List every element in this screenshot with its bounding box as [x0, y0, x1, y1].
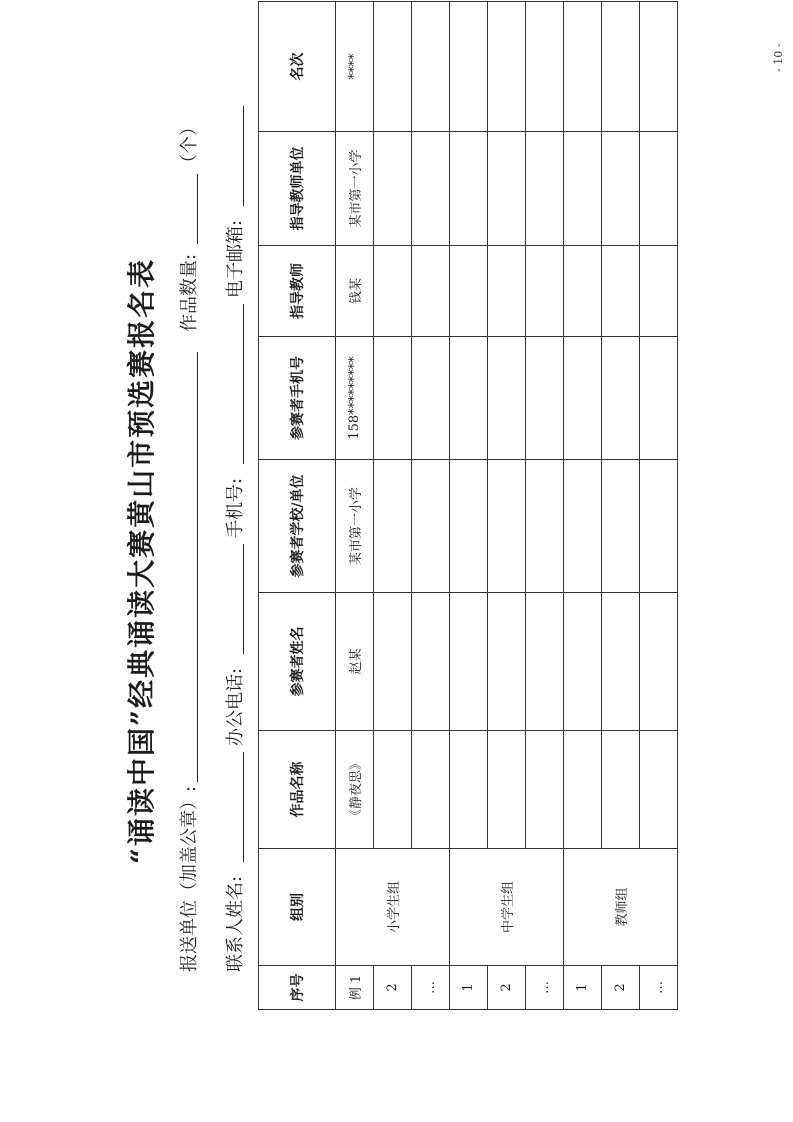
registration-table — [258, 1, 678, 1010]
email-field[interactable] — [243, 106, 244, 206]
group-cell-middle: 中学生组 — [450, 849, 564, 966]
email-label: 电子邮箱: — [225, 219, 246, 298]
form-title: “诵读中国”经典诵读大赛黄山市预选赛报名表 — [125, 257, 158, 865]
row-index: … — [412, 966, 450, 1010]
table-row — [564, 2, 602, 1010]
group-cell-primary: 小学生组 — [336, 849, 450, 966]
row-index: 1 — [450, 966, 488, 1010]
table-header-row — [259, 2, 336, 1010]
header-index: 序号 — [259, 966, 336, 1010]
count-field[interactable] — [197, 174, 198, 244]
table-row — [450, 2, 488, 1010]
office-phone-field[interactable] — [243, 544, 244, 654]
row-index: 例 1 — [336, 966, 374, 1010]
example-teacher[interactable]: 钱某 — [336, 246, 374, 337]
contact-field[interactable] — [243, 752, 244, 862]
office-phone-label: 办公电话: — [225, 667, 246, 746]
header-participant-name: 参赛者姓名 — [259, 593, 336, 731]
example-teacher-unit[interactable]: 某市第一小学 — [336, 132, 374, 246]
info-line-contact — [221, 82, 251, 972]
header-rank: 名次 — [259, 2, 336, 132]
unit-field[interactable] — [197, 352, 198, 782]
row-index: 2 — [374, 966, 412, 1010]
row-index: … — [640, 966, 678, 1010]
header-group: 组别 — [259, 849, 336, 966]
mobile-field[interactable] — [243, 304, 244, 464]
count-label: 作品数量: — [179, 253, 200, 332]
group-cell-teacher: 教师组 — [564, 849, 678, 966]
header-work-title: 作品名称 — [259, 731, 336, 849]
contact-label: 联系人姓名: — [225, 875, 246, 972]
row-index: 2 — [602, 966, 640, 1010]
example-participant-school[interactable]: 某市第一小学 — [336, 460, 374, 593]
example-work-title[interactable]: 《静夜思》 — [336, 731, 374, 849]
mobile-label: 手机号: — [225, 477, 246, 538]
table-row — [336, 2, 374, 1010]
example-participant-phone[interactable]: 158********* — [336, 337, 374, 460]
info-line-unit — [175, 82, 205, 972]
header-participant-school: 参赛者学校/单位 — [259, 460, 336, 593]
header-participant-phone: 参赛者手机号 — [259, 337, 336, 460]
header-teacher-unit: 指导教师单位 — [259, 132, 336, 246]
example-rank[interactable]: **** — [336, 2, 374, 132]
count-unit: （个） — [179, 118, 200, 172]
row-index: … — [526, 966, 564, 1010]
example-participant-name[interactable]: 赵某 — [336, 593, 374, 731]
row-index: 2 — [488, 966, 526, 1010]
page-number: - 10 - — [772, 43, 785, 72]
row-index: 1 — [564, 966, 602, 1010]
unit-label: 报送单位（加盖公章）: — [179, 785, 200, 972]
header-teacher: 指导教师 — [259, 246, 336, 337]
